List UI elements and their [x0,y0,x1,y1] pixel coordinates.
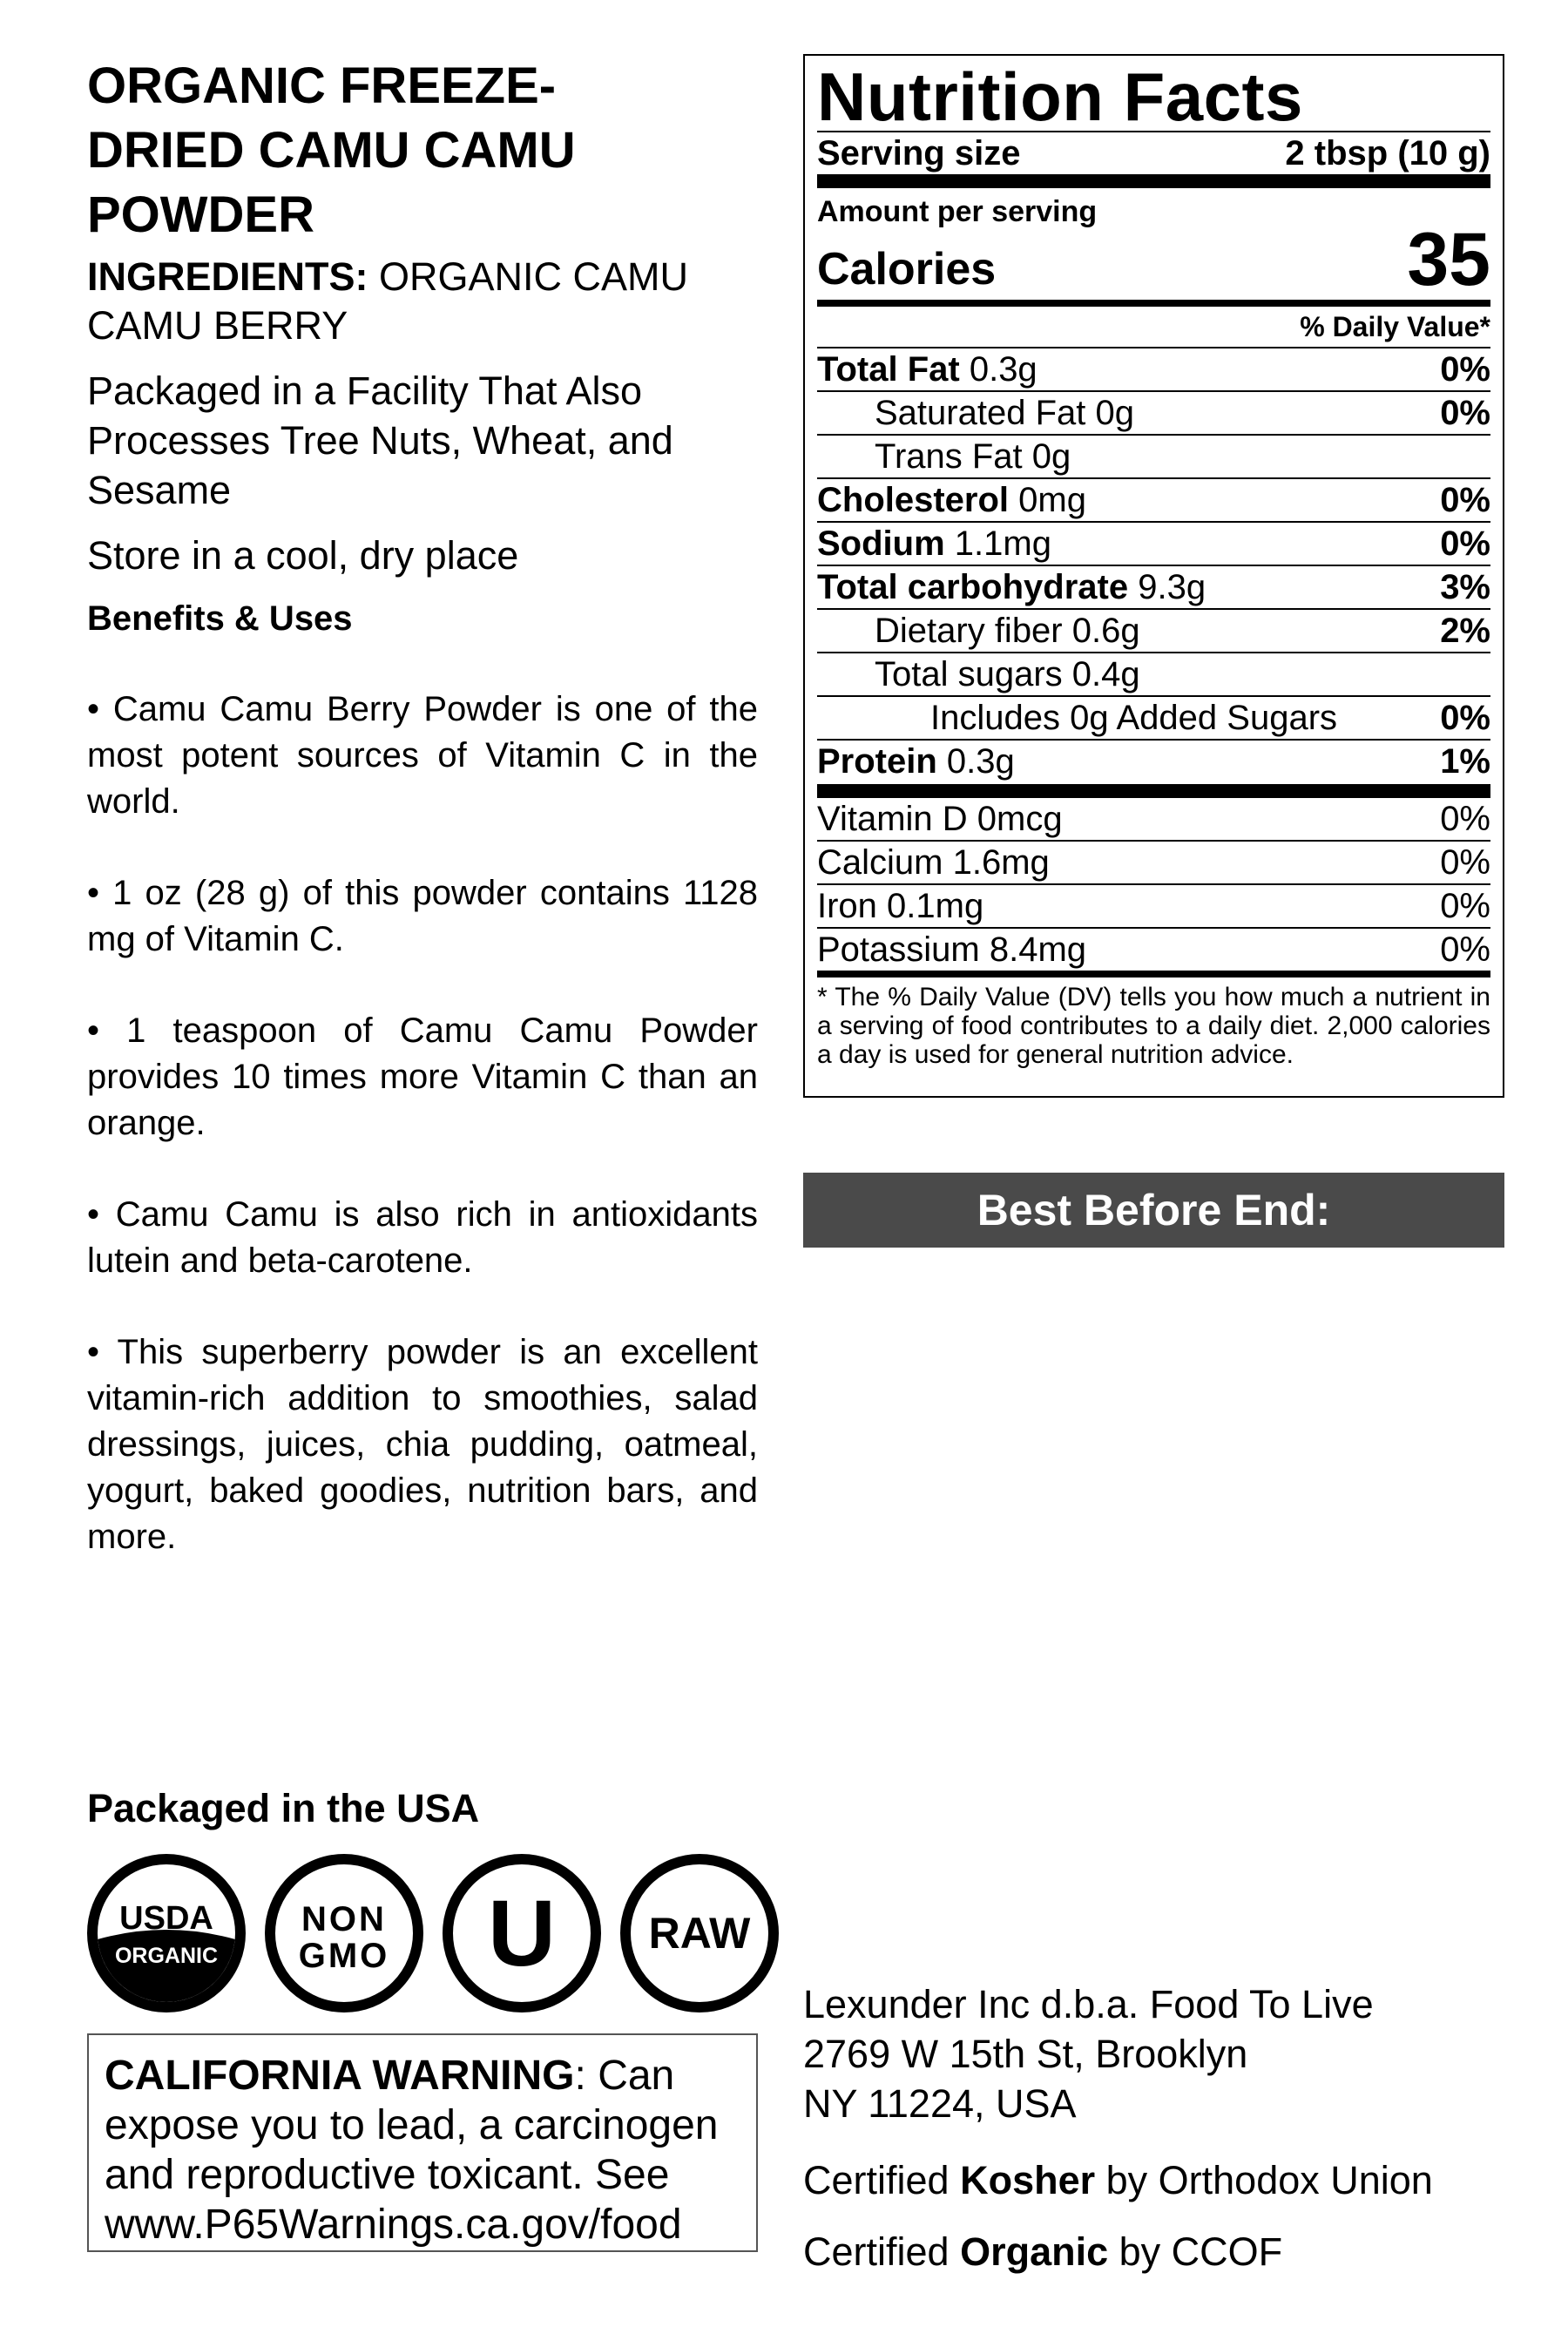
benefit-item: • 1 oz (28 g) of this powder contains 1128 mg of Vitamin C. [87,874,758,958]
added-sugars-row: Includes 0g Added Sugars 0% [817,695,1490,739]
calories-label: Calories [817,244,997,294]
california-warning [87,2033,758,2252]
calcium-row: Calcium 1.6mg 0% [817,840,1490,883]
title-line-1: ORGANIC FREEZE- [87,57,557,114]
total-carbohydrate-row: Total carbohydrate 9.3g 3% [817,565,1490,608]
storage-note: Store in a cool, dry place [87,533,519,578]
ingredients-value: ORGANIC CAMU CAMU BERRY [87,254,689,348]
nutrition-title: Nutrition Facts [817,58,1303,135]
benefits-heading: Benefits & Uses [87,599,353,638]
svg-text:RAW: RAW [648,1909,751,1958]
non-gmo-icon [265,1854,423,2012]
dietary-fiber-row: Dietary fiber 0.6g 2% [817,608,1490,652]
ingredients [87,253,758,350]
company-address [803,1979,1374,2128]
iron-row: Iron 0.1mg 0% [817,883,1490,927]
total-sugars-row: Total sugars 0.4g [817,652,1490,695]
usda-organic-icon [87,1854,246,2012]
total-fat-row: Total Fat 0.3g 0% [817,347,1490,390]
trans-fat-row: Trans Fat 0g [817,434,1490,477]
potassium-row: Potassium 8.4mg 0% [817,927,1490,971]
benefit-item: • This superberry powder is an excellent vitamin-rich addition to smoothies, salad dressings, juices, chia pudding, oatmeal, yogurt, baked goodies, nutrition bars, and more. [87,1333,758,1556]
allergen-note: Packaged in a Facility That Also Processes Tree Nuts, Wheat, and Sesame [87,369,673,512]
amount-per-serving: Amount per serving [817,195,1098,228]
svg-text:U: U [488,1880,556,1985]
serving-size-row [817,132,1490,174]
daily-value-header: % Daily Value* [1300,311,1490,342]
address-line-1: Lexunder Inc d.b.a. Food To Live [803,1982,1374,2026]
vitamin-d-row: Vitamin D 0mcg 0% [817,800,1490,838]
packaged-in-usa: Packaged in the USA [87,1786,480,1830]
warning-label: CALIFORNIA WARNING [105,2053,575,2099]
svg-text:GMO: GMO [298,1937,390,1975]
benefit-item: • Camu Camu is also rich in antioxidants lutein and beta-carotene. [87,1195,758,1280]
serving-value: 2 tbsp (10 g) [1285,134,1490,172]
svg-text:NON: NON [301,1900,387,1938]
ingredients-label: INGREDIENTS: [87,254,368,299]
protein-row: Protein 0.3g 1% [817,739,1490,782]
title-line-3: POWDER [87,186,314,243]
certification-badges [87,1854,784,2019]
daily-value-footnote: * The % Daily Value (DV) tells you how much a nutrient in a serving of food contributes to a daily diet. 2,000 calories a day is used for general nutrition advice. [817,983,1490,1069]
product-title [87,54,758,247]
organic-certification: Certified Organic by CCOF [803,2229,1283,2274]
kosher-certification: Certified Kosher by Orthodox Union [803,2158,1433,2202]
best-before-banner: Best Before End: [803,1173,1504,1248]
benefit-item: • Camu Camu Berry Powder is one of the most potent sources of Vitamin C in the world. [87,690,758,821]
calories-row [817,218,1490,301]
warning-text: : Can expose you to lead, a carcinogen and reproductive toxicant. See www.P65Warnings.ca.gov/food [105,2053,719,2248]
product-info [87,54,758,1560]
nutrition-facts-panel [803,54,1504,1098]
benefit-item: • 1 teaspoon of Camu Camu Powder provides 10 times more Vitamin C than an orange. [87,1011,758,1142]
svg-text:ORGANIC: ORGANIC [114,1944,219,1968]
kosher-u-icon [443,1854,601,2012]
calories-value: 35 [1407,218,1490,301]
raw-icon [620,1854,779,2012]
sodium-row: Sodium 1.1mg 0% [817,521,1490,565]
address-line-3: NY 11224, USA [803,2081,1077,2126]
address-line-2: 2769 W 15th St, Brooklyn [803,2032,1248,2076]
svg-text:USDA: USDA [119,1900,213,1937]
title-line-2: DRIED CAMU CAMU [87,122,576,179]
saturated-fat-row: Saturated Fat 0g 0% [817,390,1490,434]
cholesterol-row: Cholesterol 0mg 0% [817,477,1490,521]
serving-label: Serving size [817,134,1021,172]
